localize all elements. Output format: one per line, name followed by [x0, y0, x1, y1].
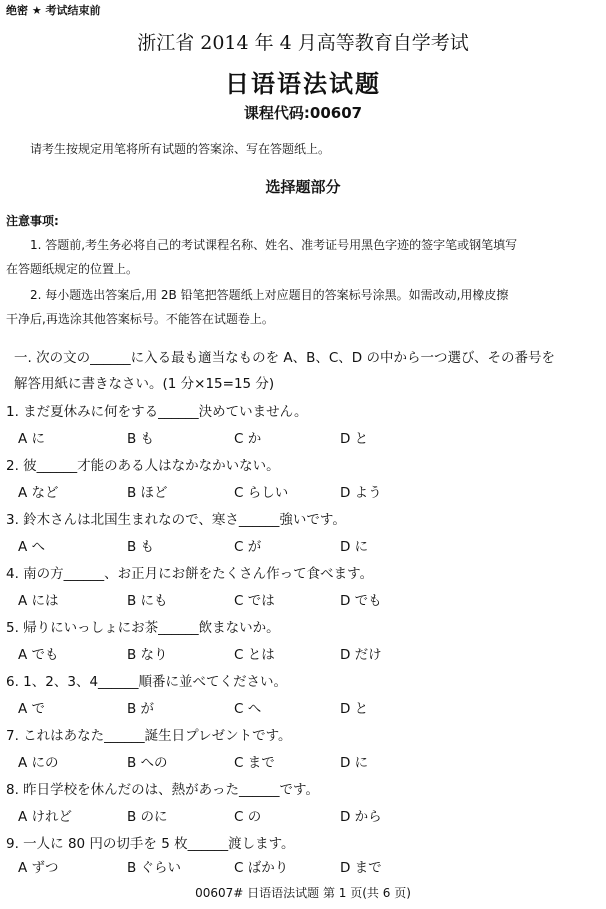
option-b: B ほど: [127, 485, 168, 501]
option-a: A に: [18, 431, 46, 447]
note-line: 2. 每小题选出答案后,用 2B 铅笔把答题纸上对应题目的答案标号涂黑。如需改动,用橡皮擦: [30, 288, 509, 302]
question-3: 3. 鈴木さんは北国生まれなので、寒さ______強いです。: [6, 512, 346, 528]
option-d: D まで: [340, 860, 382, 876]
part1-heading-cont: 解答用紙に書きなさい。(1 分×15=15 分): [14, 376, 275, 392]
option-d: D と: [340, 701, 369, 717]
subject-title: 日语语法试题: [225, 70, 381, 98]
option-d: D だけ: [340, 647, 382, 663]
option-c: C とは: [234, 647, 275, 663]
option-b: B も: [127, 539, 155, 555]
options-row-5: [0, 643, 606, 661]
option-d: D に: [340, 755, 369, 771]
question-6: 6. 1、2、3、4______順番に並べてください。: [6, 674, 288, 690]
question-1: 1. まだ夏休みに何をする______決めていません。: [6, 404, 308, 420]
option-a: A で: [18, 701, 46, 717]
option-d: D でも: [340, 593, 382, 609]
question-8: 8. 昨日学校を休んだのは、熱があった______です。: [6, 782, 319, 798]
options-row-4: [0, 589, 606, 607]
option-a: A には: [18, 593, 59, 609]
instruction: 请考生按规定用笔将所有试题的答案涂、写在答题纸上。: [30, 142, 331, 156]
option-d: D に: [340, 539, 369, 555]
options-row-3: [0, 535, 606, 553]
question-5: 5. 帰りにいっしょにお茶______飲まないか。: [6, 620, 280, 636]
question-2: 2. 彼______才能のある人はなかなかいない。: [6, 458, 280, 474]
options-row-7: [0, 751, 606, 769]
option-a: A など: [18, 485, 59, 501]
exam-title: 浙江省 2014 年 4 月高等教育自学考试: [137, 32, 469, 54]
option-c: C が: [234, 539, 262, 555]
option-c: C か: [234, 431, 262, 447]
question-9: 9. 一人に 80 円の切手を 5 枚______渡します。: [6, 836, 295, 852]
option-a: A ずつ: [18, 860, 59, 876]
options-row-1: [0, 427, 606, 445]
option-a: A へ: [18, 539, 46, 555]
note-line: 1. 答题前,考生务必将自己的考试课程名称、姓名、准考证号用黑色字迹的签字笔或钢笔填写: [30, 238, 518, 252]
option-d: D よう: [340, 485, 382, 501]
options-row-8: [0, 805, 606, 823]
option-b: B にも: [127, 593, 168, 609]
question-7: 7. これはあなた______誕生日プレゼントです。: [6, 728, 292, 744]
option-c: C まで: [234, 755, 275, 771]
option-d: D と: [340, 431, 369, 447]
option-b: B ぐらい: [127, 860, 182, 876]
option-b: B への: [127, 755, 168, 771]
option-c: C ばかり: [234, 860, 289, 876]
section-title: 选择题部分: [265, 178, 341, 196]
option-c: C の: [234, 809, 262, 825]
note-line: 干净后,再选涂其他答案标号。不能答在试题卷上。: [6, 312, 274, 326]
question-4: 4. 南の方______、お正月にお餅をたくさん作って食べます。: [6, 566, 374, 582]
option-b: B なり: [127, 647, 168, 663]
option-a: A でも: [18, 647, 59, 663]
part1-heading: 一. 次の文の______に入る最も適当なものを A、B、C、D の中から一つ選び、その番号を: [14, 350, 555, 366]
option-c: C へ: [234, 701, 262, 717]
options-row-9: [0, 856, 606, 874]
page-footer: 00607# 日语语法试题 第 1 页(共 6 页): [195, 886, 411, 900]
confidentiality-label: 绝密 ★ 考试结束前: [6, 4, 101, 17]
options-row-2: [0, 481, 606, 499]
note-line: 在答题纸规定的位置上。: [6, 262, 139, 276]
option-b: B が: [127, 701, 155, 717]
course-code: 课程代码:00607: [243, 104, 363, 122]
option-d: D から: [340, 809, 382, 825]
options-row-6: [0, 697, 606, 715]
option-c: C らしい: [234, 485, 289, 501]
notes-title: 注意事项:: [6, 214, 59, 228]
option-b: B のに: [127, 809, 168, 825]
option-c: C では: [234, 593, 275, 609]
option-a: A にの: [18, 755, 59, 771]
option-a: A けれど: [18, 809, 73, 825]
option-b: B も: [127, 431, 155, 447]
